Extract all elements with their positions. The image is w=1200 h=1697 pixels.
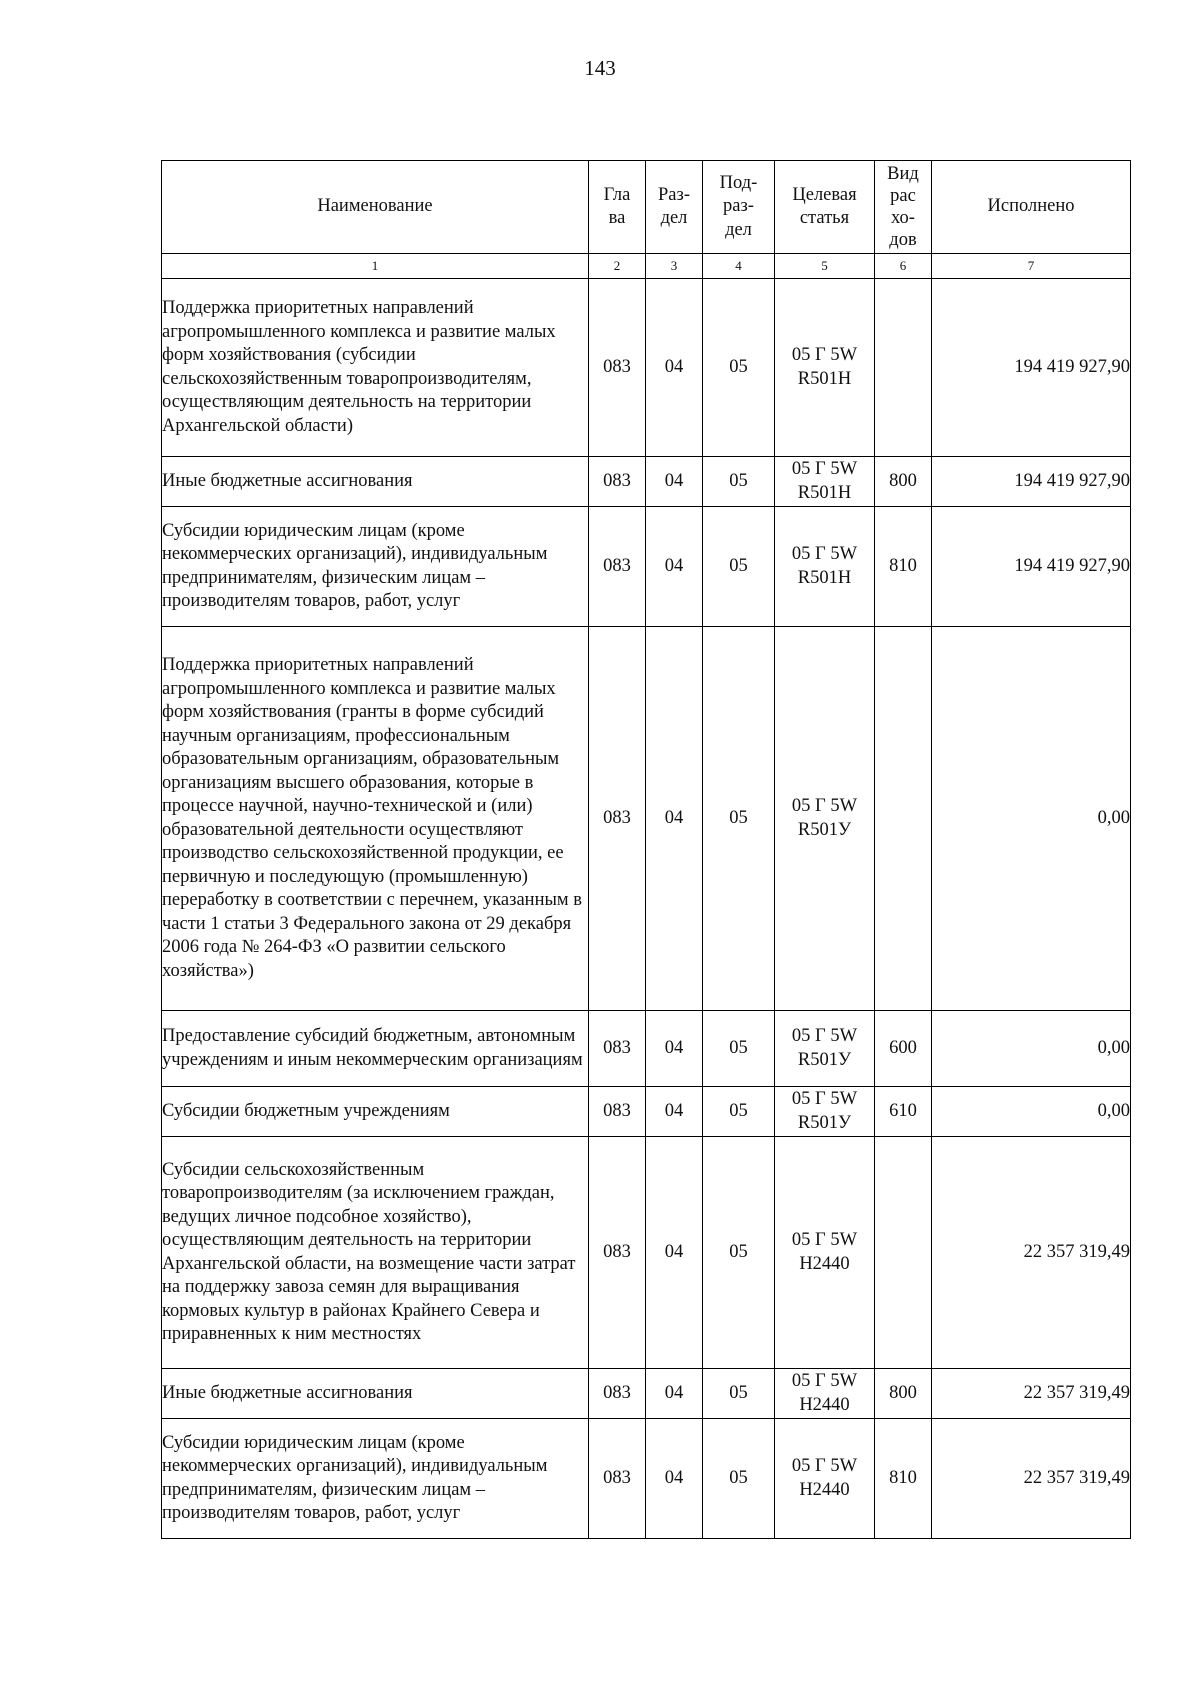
budget-table	[161, 160, 1131, 1539]
row-chapter: 083	[589, 1369, 646, 1419]
row-chapter: 083	[589, 457, 646, 507]
row-chapter: 083	[589, 1137, 646, 1369]
row-expense-type: 800	[875, 457, 932, 507]
row-section: 04	[646, 1137, 703, 1369]
row-expense-type	[875, 1137, 932, 1369]
header-subsection: Под- раз- дел	[703, 161, 775, 254]
row-amount: 194 419 927,90	[932, 457, 1131, 507]
row-target-part: 05 Г 5W	[791, 459, 858, 479]
row-target-part: R501У	[797, 1049, 852, 1070]
row-amount: 22 357 319,49	[932, 1137, 1131, 1369]
row-subsection: 05	[703, 1011, 775, 1087]
row-target-article	[775, 627, 875, 1011]
column-number: 3	[646, 254, 703, 279]
row-subsection: 05	[703, 279, 775, 457]
row-chapter: 083	[589, 1087, 646, 1137]
row-expense-type: 800	[875, 1369, 932, 1419]
row-name: Субсидии сельскохозяйственным товаропроизводителям (за исключением граждан, ведущих личное подсобное хозяйство), осуществляющим деятельность на территории Архангельской области, на возмещение части затрат на поддержку завоза семян для выращивания кормовых культур в районах Крайнего Севера и приравненных к ним местностях	[162, 1137, 589, 1369]
page-number: 143	[584, 56, 616, 80]
row-target-article	[775, 1369, 875, 1419]
row-target-part: 05 Г 5W	[791, 1026, 858, 1046]
row-expense-type: 610	[875, 1087, 932, 1137]
column-number: 4	[703, 254, 775, 279]
column-number: 6	[875, 254, 932, 279]
row-expense-type: 600	[875, 1011, 932, 1087]
row-section: 04	[646, 507, 703, 627]
header-chapter: Гла ва	[589, 161, 646, 254]
row-section: 04	[646, 1087, 703, 1137]
row-target-article	[775, 279, 875, 457]
header-name: Наименование	[162, 161, 589, 254]
row-name: Поддержка приоритетных направлений агропромышленного комплекса и развитие малых форм хозяйствования (гранты в форме субсидий научным организациям, профессиональным образовательным организациям, образовательным организациям высшего образования, которые в процессе научной, научно-технической и (или) образовательной деятельности осуществляют производство сельскохозяйственной продукции, ее первичную и последующую (промышленную) переработку в соответствии с перечнем, указанным в части 1 статьи 3 Федерального закона от 29 декабря 2006 года № 264-ФЗ «О развитии сельского хозяйства»)	[162, 627, 589, 1011]
row-subsection: 05	[703, 627, 775, 1011]
row-subsection: 05	[703, 1137, 775, 1369]
row-name: Субсидии бюджетным учреждениям	[162, 1087, 589, 1137]
header-executed: Исполнено	[932, 161, 1131, 254]
table-row	[162, 627, 1131, 1011]
row-section: 04	[646, 457, 703, 507]
row-expense-type: 810	[875, 1419, 932, 1539]
row-target-part: R501Н	[797, 567, 852, 588]
table-row	[162, 279, 1131, 457]
table-row	[162, 1369, 1131, 1419]
header-section: Раз- дел	[646, 161, 703, 254]
row-chapter: 083	[589, 279, 646, 457]
row-section: 04	[646, 627, 703, 1011]
row-section: 04	[646, 1419, 703, 1539]
row-target-part: 05 Г 5W	[791, 796, 858, 816]
column-number-row	[162, 254, 1131, 279]
row-target-article	[775, 1087, 875, 1137]
row-target-article	[775, 1011, 875, 1087]
row-section: 04	[646, 1011, 703, 1087]
row-section: 04	[646, 279, 703, 457]
table-row	[162, 1137, 1131, 1369]
column-number: 1	[162, 254, 589, 279]
row-amount: 22 357 319,49	[932, 1369, 1131, 1419]
row-subsection: 05	[703, 1369, 775, 1419]
row-amount: 22 357 319,49	[932, 1419, 1131, 1539]
row-target-part: 05 Г 5W	[791, 1230, 858, 1250]
row-section: 04	[646, 1369, 703, 1419]
row-amount: 0,00	[932, 1011, 1131, 1087]
row-subsection: 05	[703, 1419, 775, 1539]
row-target-part: Н2440	[799, 1394, 850, 1415]
header-expense-type: Вид рас хо- дов	[875, 161, 932, 254]
row-target-part: 05 Г 5W	[791, 544, 858, 564]
row-chapter: 083	[589, 1419, 646, 1539]
row-name: Поддержка приоритетных направлений агропромышленного комплекса и развитие малых форм хозяйствования (субсидии сельскохозяйственным товаропроизводителям, осуществляющим деятельность на территории Архангельской области)	[162, 279, 589, 457]
row-name: Иные бюджетные ассигнования	[162, 457, 589, 507]
row-subsection: 05	[703, 507, 775, 627]
row-chapter: 083	[589, 1011, 646, 1087]
row-target-part: 05 Г 5W	[791, 345, 858, 365]
row-name: Субсидии юридическим лицам (кроме некоммерческих организаций), индивидуальным предпринимателям, физическим лицам – производителям товаров, работ, услуг	[162, 1419, 589, 1539]
row-target-article	[775, 457, 875, 507]
table-row	[162, 1419, 1131, 1539]
row-name: Иные бюджетные ассигнования	[162, 1369, 589, 1419]
row-chapter: 083	[589, 627, 646, 1011]
row-name: Предоставление субсидий бюджетным, автономным учреждениям и иным некоммерческим организациям	[162, 1011, 589, 1087]
row-amount: 194 419 927,90	[932, 279, 1131, 457]
row-amount: 194 419 927,90	[932, 507, 1131, 627]
row-target-part: R501Н	[797, 368, 852, 389]
row-subsection: 05	[703, 457, 775, 507]
table-row	[162, 507, 1131, 627]
table-row	[162, 457, 1131, 507]
header-row	[162, 161, 1131, 254]
row-target-part: Н2440	[799, 1253, 850, 1274]
row-target-part: Н2440	[799, 1479, 850, 1500]
row-target-part: R501У	[797, 1112, 852, 1133]
column-number: 7	[932, 254, 1131, 279]
header-target: Целевая статья	[775, 161, 875, 254]
row-target-part: R501Н	[797, 482, 852, 503]
column-number: 2	[589, 254, 646, 279]
row-target-part: 05 Г 5W	[791, 1371, 858, 1391]
row-target-part: 05 Г 5W	[791, 1456, 858, 1476]
column-number: 5	[775, 254, 875, 279]
row-target-part: 05 Г 5W	[791, 1089, 858, 1109]
row-target-article	[775, 1419, 875, 1539]
row-name: Субсидии юридическим лицам (кроме некоммерческих организаций), индивидуальным предпринимателям, физическим лицам – производителям товаров, работ, услуг	[162, 507, 589, 627]
row-target-article	[775, 1137, 875, 1369]
table-row	[162, 1087, 1131, 1137]
row-expense-type	[875, 627, 932, 1011]
row-target-part: R501У	[797, 819, 852, 840]
row-chapter: 083	[589, 507, 646, 627]
row-amount: 0,00	[932, 627, 1131, 1011]
table-row	[162, 1011, 1131, 1087]
row-subsection: 05	[703, 1087, 775, 1137]
row-expense-type: 810	[875, 507, 932, 627]
row-target-article	[775, 507, 875, 627]
row-expense-type	[875, 279, 932, 457]
row-amount: 0,00	[932, 1087, 1131, 1137]
